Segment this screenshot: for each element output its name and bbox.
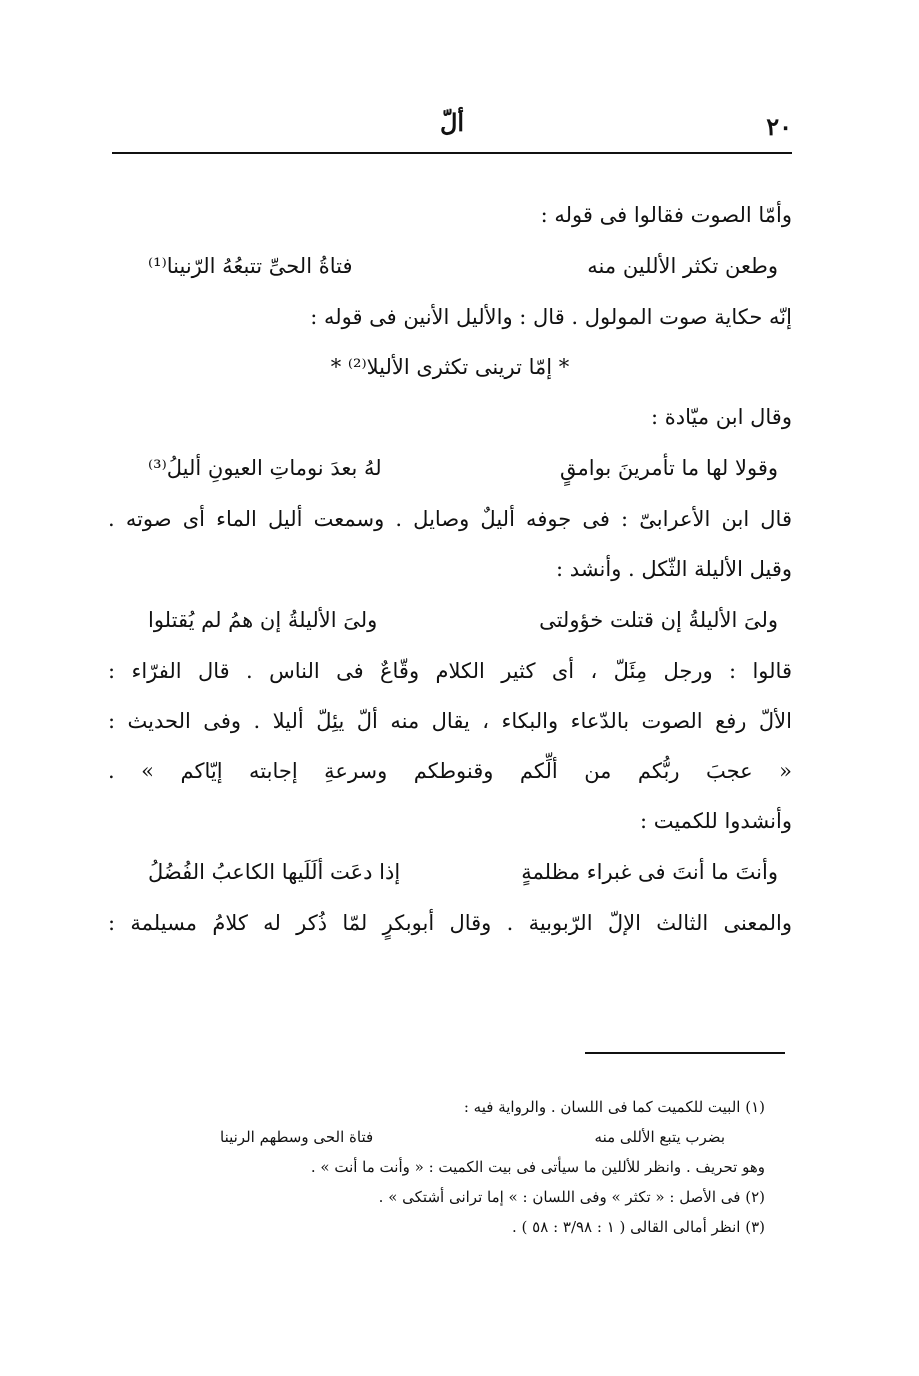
footnote-2: (٢) فى الأصل : « تكثر » وفى اللسان : » إما ترانى أشتكى » . (378, 1188, 765, 1206)
text-line: وأنشدوا للكميت : (639, 809, 792, 833)
text-line: والمعنى الثالث الإلّ الرّبوبية . وقال أبوبكرٍ لمّا ذُكر له كلامُ مسيلمة : (108, 911, 792, 935)
footnote-1-verse-first: بضرب يتبع الأللى منه (594, 1128, 725, 1146)
page-header (112, 108, 792, 148)
text-line: وقال ابن ميّادة : (651, 405, 792, 429)
footnotes (200, 1092, 765, 1242)
footnote-3: (٣) انظر أمالى القالى ( ١ : ٣/٩٨ : ٥٨ ) . (512, 1218, 765, 1236)
footnote-rule (585, 1052, 785, 1054)
verse-4-second-hemistich: إذا دعَت ألَلَيها الكاعبُ الفُضُلُ (148, 860, 401, 884)
footnote-1-continued: وهو تحريف . وانظر للأللين ما سيأتى فى بيت الكميت : « وأنت ما أنت » . (310, 1158, 765, 1176)
text-line: قالوا : ورجل مِئَلّ ، أى كثير الكلام وقّاعٌ فى الناس . قال الفرّاء : (108, 659, 792, 683)
verse-3-second-hemistich: ولىَ الأليلةُ إن همُ لم يُقتلوا (148, 608, 378, 632)
verse-1-second-hemistich: فتاةُ الحىِّ تتبعُهُ الرّنينا⁽¹⁾ (148, 254, 353, 278)
text-line: وقيل الأليلة الثّكل . وأنشد : (556, 557, 792, 581)
verse-2 (108, 442, 792, 494)
verse-1-first-hemistich: وطعن تكثر الأللين منه (587, 254, 778, 278)
verse-2-second-hemistich: لهُ بعدَ نوماتِ العيونِ أليلُ⁽³⁾ (148, 456, 382, 480)
footnote-1-verse (200, 1122, 765, 1152)
verse-3-first-hemistich: ولىَ الأليلةُ إن قتلت خؤولتى (539, 608, 778, 632)
text-line: إنّه حكاية صوت المولول . قال : والأليل الأنين فى قوله : (310, 305, 792, 329)
text-line: وأمّا الصوت فقالوا فى قوله : (540, 203, 792, 227)
text-line: « عجبَ ربُّكم من ألِّكم وقنوطكم وسرعةِ إجابته إيّاكم » . (108, 759, 792, 783)
header-rule (112, 152, 792, 154)
page-number: ٢٠ (766, 112, 792, 141)
half-verse-line: * إمّا ترينى تكثرى الأليلا⁽²⁾ * (330, 355, 570, 379)
text-line: الألّ رفع الصوت بالدّعاء والبكاء ، يقال منه ألّ يئِلّ أليلا . وفى الحديث : (108, 709, 792, 733)
verse-3 (108, 594, 792, 646)
running-head: ألّ (439, 108, 465, 137)
verse-1 (108, 240, 792, 292)
verse-4 (108, 846, 792, 898)
verse-2-first-hemistich: وقولا لها ما تأمرينَ بوامقٍ (559, 456, 778, 480)
footnote-1-verse-second: فتاة الحى وسطهم الرنينا (220, 1128, 374, 1146)
text-line: قال ابن الأعرابىّ : فى جوفه أليلٌ وصايل . وسمعت أليل الماء أى صوته . (108, 507, 792, 531)
verse-4-first-hemistich: وأنتَ ما أنتَ فى غبراء مظلمةٍ (521, 860, 778, 884)
footnote-1: (١) البيت للكميت كما فى اللسان . والرواية فيه : (463, 1098, 765, 1116)
main-text (108, 190, 792, 948)
